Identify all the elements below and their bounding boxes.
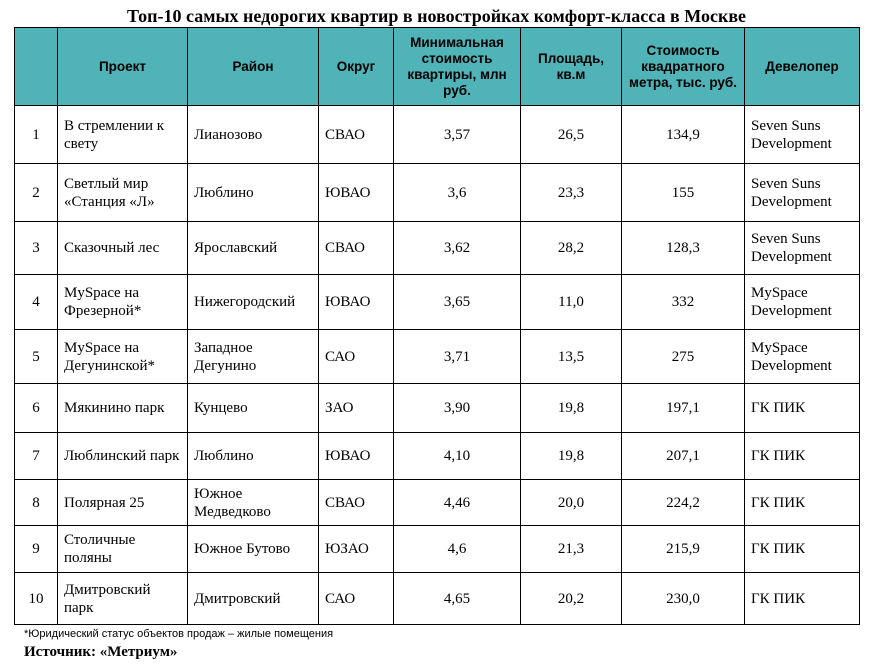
header-min-price: Минимальная стоимость квартиры, млн руб. [394,28,521,106]
cell-district: Люблино [188,433,319,480]
cell-num: 6 [15,384,58,433]
cell-developer: ГК ПИК [745,573,860,625]
cell-project: MySpace на Фрезерной* [58,275,188,330]
cell-num: 9 [15,526,58,573]
table-header-row [15,28,860,106]
table-row [15,106,860,164]
cell-district: Южное Медведково [188,480,319,526]
table-row [15,164,860,222]
cell-okrug: СВАО [319,480,394,526]
header-num [15,28,58,106]
cell-sqm-price: 215,9 [622,526,745,573]
cell-okrug: ЗАО [319,384,394,433]
cell-area: 21,3 [521,526,622,573]
cell-developer: ГК ПИК [745,433,860,480]
cell-project: Люблинский парк [58,433,188,480]
cell-okrug: СВАО [319,106,394,164]
cell-project: Столичные поляны [58,526,188,573]
header-sqm-price: Стоимость квадратного метра, тыс. руб. [622,28,745,106]
header-developer: Девелопер [745,28,860,106]
cell-sqm-price: 197,1 [622,384,745,433]
cell-district: Дмитровский [188,573,319,625]
cell-sqm-price: 230,0 [622,573,745,625]
table-row [15,526,860,573]
cell-okrug: ЮВАО [319,433,394,480]
cell-area: 19,8 [521,433,622,480]
table-row [15,330,860,384]
cell-district: Южное Бутово [188,526,319,573]
cell-min-price: 3,6 [394,164,521,222]
cell-okrug: САО [319,330,394,384]
cell-num: 3 [15,222,58,275]
cell-area: 23,3 [521,164,622,222]
cell-okrug: САО [319,573,394,625]
header-area: Площадь, кв.м [521,28,622,106]
cell-min-price: 4,65 [394,573,521,625]
cell-okrug: СВАО [319,222,394,275]
cell-developer: MySpace Development [745,330,860,384]
cell-min-price: 3,62 [394,222,521,275]
cell-min-price: 3,71 [394,330,521,384]
header-okrug: Округ [319,28,394,106]
source-line: Источник: «Метриум» [24,644,178,660]
cell-sqm-price: 128,3 [622,222,745,275]
cell-developer: MySpace Development [745,275,860,330]
cell-num: 2 [15,164,58,222]
cell-area: 13,5 [521,330,622,384]
cell-num: 1 [15,106,58,164]
cell-num: 4 [15,275,58,330]
cell-district: Западное Дегунино [188,330,319,384]
cell-area: 26,5 [521,106,622,164]
cell-num: 8 [15,480,58,526]
cell-developer: ГК ПИК [745,526,860,573]
cell-district: Люблино [188,164,319,222]
page-title: Топ-10 самых недорогих квартир в новостройках комфорт-класса в Москве [126,6,747,26]
cell-area: 11,0 [521,275,622,330]
cell-okrug: ЮЗАО [319,526,394,573]
cell-project: Светлый мир «Станция «Л» [58,164,188,222]
cell-developer: Seven Suns Development [745,106,860,164]
cell-area: 20,2 [521,573,622,625]
table-row [15,480,860,526]
header-district: Район [188,28,319,106]
cell-project: Дмитровский парк [58,573,188,625]
cell-area: 20,0 [521,480,622,526]
cell-area: 19,8 [521,384,622,433]
cell-district: Кунцево [188,384,319,433]
header-project: Проект [58,28,188,106]
table-row [15,222,860,275]
cell-num: 10 [15,573,58,625]
cell-district: Ярославский [188,222,319,275]
cell-project: Сказочный лес [58,222,188,275]
cell-min-price: 3,90 [394,384,521,433]
cell-sqm-price: 275 [622,330,745,384]
table-row [15,573,860,625]
cell-developer: ГК ПИК [745,480,860,526]
cell-num: 7 [15,433,58,480]
cell-min-price: 3,57 [394,106,521,164]
cell-project: Полярная 25 [58,480,188,526]
table-row [15,433,860,480]
cell-sqm-price: 134,9 [622,106,745,164]
cell-min-price: 4,46 [394,480,521,526]
cell-sqm-price: 155 [622,164,745,222]
cell-okrug: ЮВАО [319,164,394,222]
cell-num: 5 [15,330,58,384]
cell-project: В стремлении к свету [58,106,188,164]
cell-okrug: ЮВАО [319,275,394,330]
cell-sqm-price: 224,2 [622,480,745,526]
cell-min-price: 3,65 [394,275,521,330]
cell-min-price: 4,10 [394,433,521,480]
apartments-table [14,27,860,625]
cell-sqm-price: 332 [622,275,745,330]
cell-min-price: 4,6 [394,526,521,573]
table-row [15,275,860,330]
footnote: *Юридический статус объектов продаж – жилые помещения [24,628,334,640]
cell-district: Нижегородский [188,275,319,330]
cell-developer: Seven Suns Development [745,164,860,222]
cell-developer: Seven Suns Development [745,222,860,275]
cell-project: MySpace на Дегунинской* [58,330,188,384]
cell-sqm-price: 207,1 [622,433,745,480]
cell-developer: ГК ПИК [745,384,860,433]
table-row [15,384,860,433]
cell-area: 28,2 [521,222,622,275]
cell-project: Мякинино парк [58,384,188,433]
cell-district: Лианозово [188,106,319,164]
